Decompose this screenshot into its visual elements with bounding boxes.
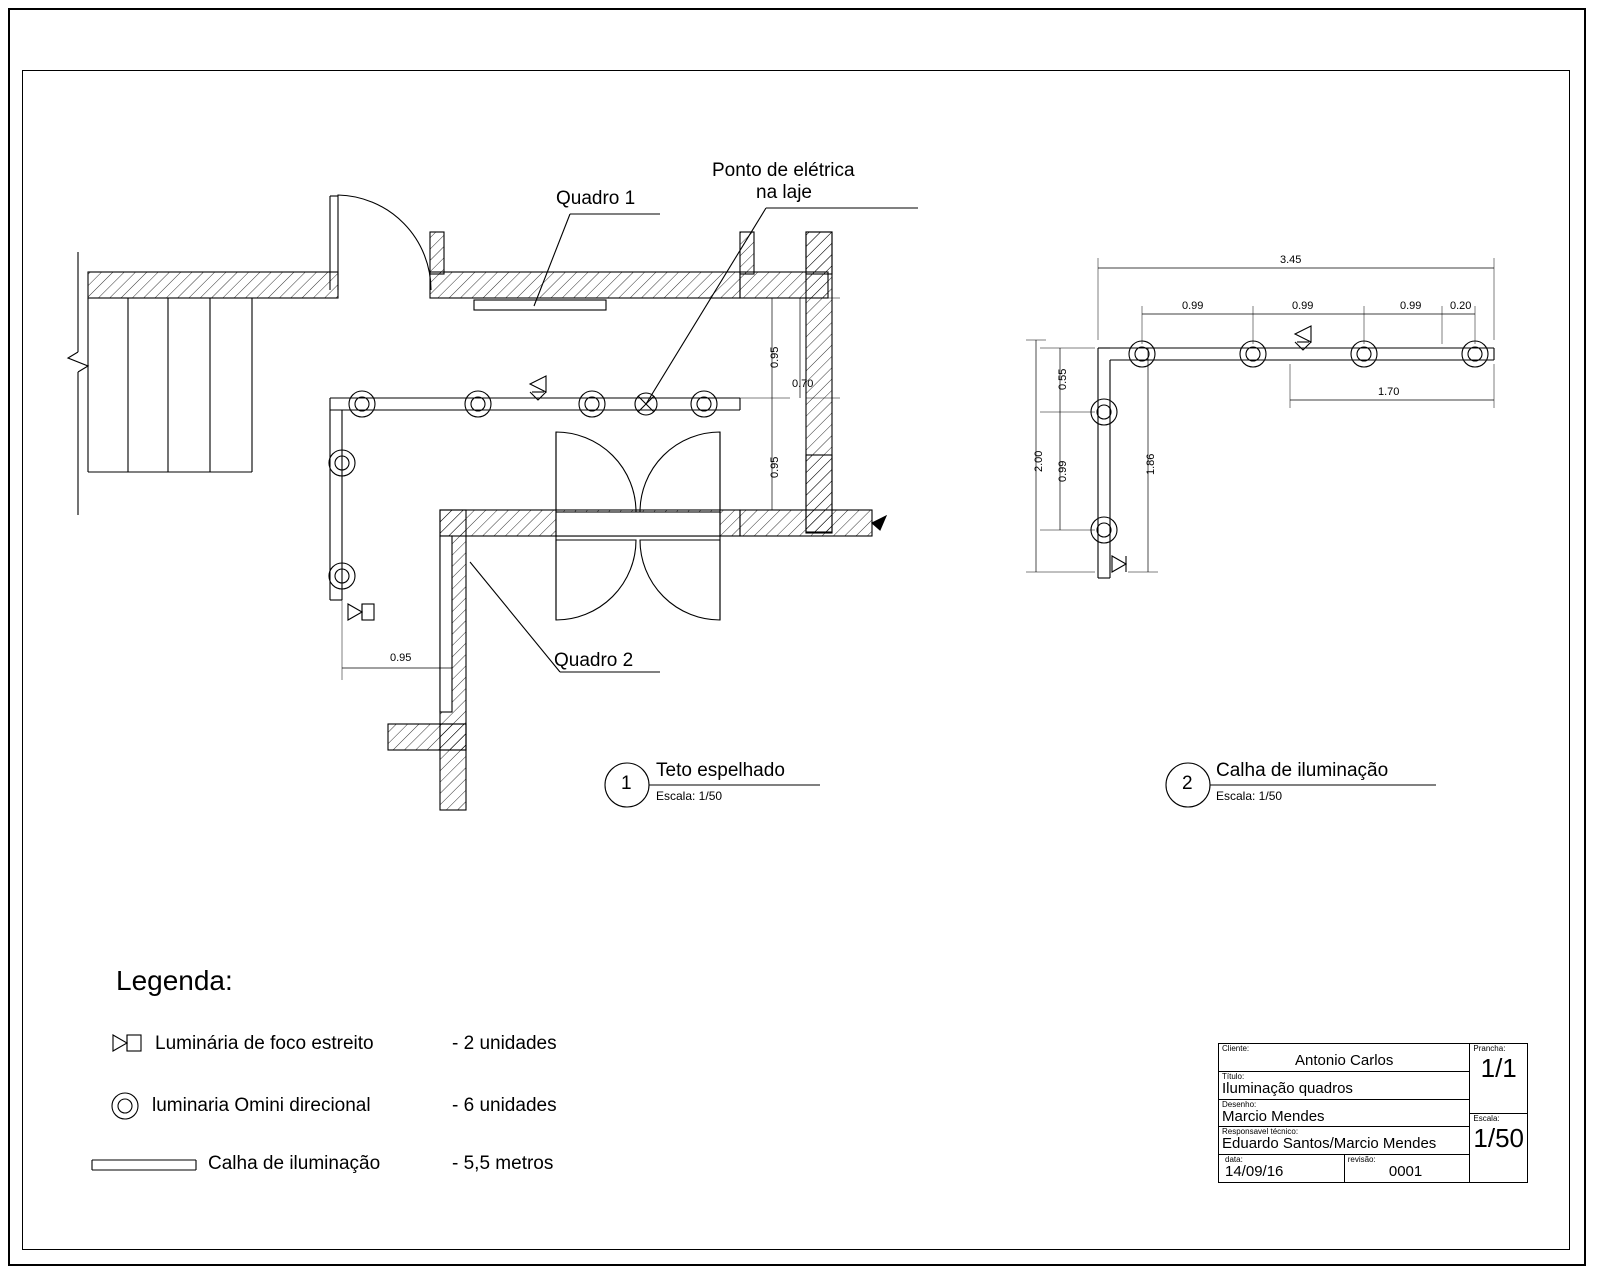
dim-elev-0-99-c: 0.99 <box>1400 300 1422 312</box>
tb-revisao-caption: revisão: <box>1347 1155 1376 1165</box>
tb-data-cell <box>1222 1155 1345 1182</box>
dim-elev-0-55: 0.55 <box>1057 368 1069 390</box>
view-1-number: 1 <box>621 773 632 794</box>
tb-escala-caption: Escala: <box>1473 1113 1500 1123</box>
tb-revisao-cell <box>1345 1155 1467 1182</box>
legend-item-qty-1: - 6 unidades <box>452 1095 557 1116</box>
legend-heading: Legenda: <box>116 965 233 996</box>
tb-desenho-row <box>1219 1100 1469 1128</box>
title-block-side <box>1470 1044 1527 1182</box>
dim-plan-0-70: 0.70 <box>792 378 814 390</box>
tb-data-value: 14/09/16 <box>1225 1163 1284 1181</box>
legend-item-label-0: Luminária de foco estreito <box>155 1033 374 1054</box>
dim-plan-0-95-c: 0.95 <box>390 652 412 664</box>
dim-elev-0-20: 0.20 <box>1450 300 1472 312</box>
note-quadro-2: Quadro 2 <box>554 650 634 671</box>
note-quadro-1: Quadro 1 <box>556 188 636 209</box>
dim-elev-0-99-a: 0.99 <box>1182 300 1204 312</box>
tb-cliente-caption: Cliente: <box>1222 1044 1250 1053</box>
view-2-scale: Escala: 1/50 <box>1216 789 1283 803</box>
note-ponto-eletrica-line2: na laje <box>756 182 812 203</box>
legend-item-qty-0: - 2 unidades <box>452 1033 557 1054</box>
tb-cliente-value: Antonio Carlos <box>1295 1052 1394 1069</box>
tb-titulo-caption: Título: <box>1222 1071 1245 1081</box>
tb-desenho-value: Marcio Mendes <box>1222 1107 1325 1125</box>
tb-prancha-row <box>1470 1044 1527 1114</box>
legend-item-label-2: Calha de iluminação <box>208 1153 381 1174</box>
tb-prancha-caption: Prancha: <box>1473 1044 1506 1053</box>
dim-elev-2-00: 2.00 <box>1033 450 1045 472</box>
tb-responsavel-caption: Responsavel técnico: <box>1222 1127 1299 1137</box>
dim-elev-3-45: 3.45 <box>1280 254 1302 266</box>
dim-plan-0-95-b: 0.95 <box>769 456 781 478</box>
dim-plan-0-95-a: 0.95 <box>769 346 781 368</box>
tb-responsavel-value: Eduardo Santos/Marcio Mendes <box>1222 1135 1437 1153</box>
tb-data-caption: data: <box>1225 1155 1243 1165</box>
tb-data-revisao-row <box>1219 1155 1469 1182</box>
dim-elev-0-99-d: 0.99 <box>1057 460 1069 482</box>
tb-escala-row <box>1470 1114 1527 1183</box>
note-ponto-eletrica: Ponto de elétrica <box>712 160 855 181</box>
dim-elev-0-99-b: 0.99 <box>1292 300 1314 312</box>
title-block-main <box>1219 1044 1470 1182</box>
legend-item-qty-2: - 5,5 metros <box>452 1153 554 1174</box>
tb-responsavel-row <box>1219 1127 1469 1155</box>
view-1-scale: Escala: 1/50 <box>656 789 723 803</box>
tb-escala-value: 1/50 <box>1473 1122 1524 1153</box>
view-2-title: Calha de iluminação <box>1216 760 1389 781</box>
tb-titulo-value: Iluminação quadros <box>1222 1079 1353 1097</box>
tb-revisao-value: 0001 <box>1388 1163 1423 1181</box>
view-2-number: 2 <box>1182 773 1193 794</box>
view-1-title: Teto espelhado <box>656 760 785 781</box>
legend-item-label-1: luminaria Omini direcional <box>152 1095 371 1116</box>
title-block <box>1218 1043 1528 1183</box>
tb-cliente-row <box>1219 1044 1469 1072</box>
dim-elev-1-70: 1.70 <box>1378 386 1400 398</box>
tb-desenho-caption: Desenho: <box>1222 1099 1257 1109</box>
tb-prancha-value: 1/1 <box>1480 1053 1517 1083</box>
tb-titulo-row <box>1219 1072 1469 1100</box>
dim-elev-1-86: 1.86 <box>1145 453 1157 475</box>
